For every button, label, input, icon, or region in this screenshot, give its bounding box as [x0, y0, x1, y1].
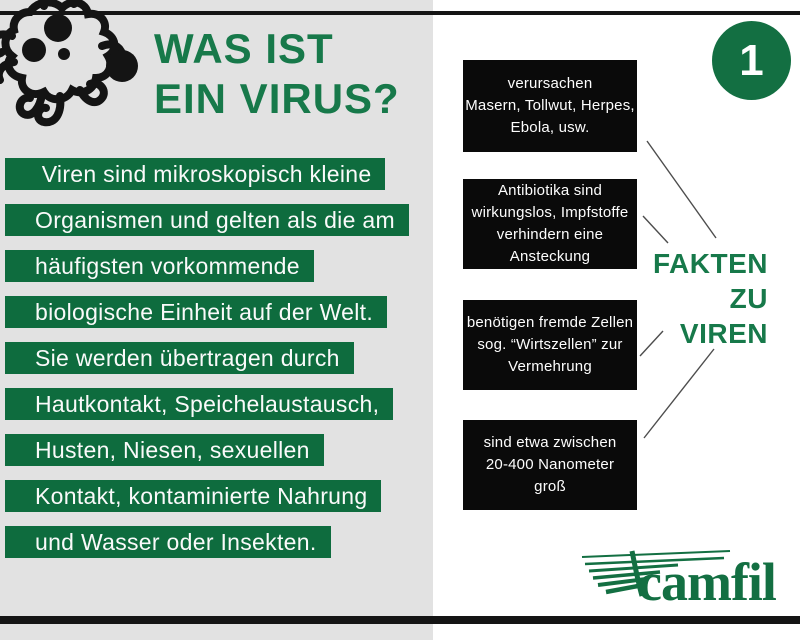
facts-heading-line3: VIREN: [679, 318, 768, 349]
fact-line: benötigen fremde Zellen: [466, 314, 634, 331]
intro-highlight-line: Hautkontakt, Speichelaustausch,: [5, 388, 393, 420]
fact-line: Ansteckung: [509, 248, 591, 265]
fact-line: Vermehrung: [508, 358, 592, 375]
intro-highlight-line: biologische Einheit auf der Welt.: [5, 296, 387, 328]
fact-line: 20-400 Nanometer: [485, 456, 615, 473]
fact-line: verursachen: [507, 75, 593, 92]
page-number-badge: [712, 21, 791, 100]
facts-heading-line2: ZU: [729, 283, 768, 314]
fact-line: groß: [534, 478, 566, 495]
fact-box-size: [463, 420, 637, 510]
intro-highlight-line: Viren sind mikroskopisch kleine: [5, 158, 385, 190]
intro-highlight-line: Husten, Niesen, sexuellen: [5, 434, 324, 466]
page-title: [154, 24, 400, 124]
intro-paragraph: [5, 158, 409, 572]
intro-highlight-line: und Wasser oder Insekten.: [5, 526, 331, 558]
fact-box-antibiotics: [463, 179, 637, 269]
intro-highlight-line: Kontakt, kontaminierte Nahrung: [5, 480, 381, 512]
fact-box-host-cells: [463, 300, 637, 390]
page-title-line1: WAS IST: [154, 25, 334, 72]
fact-line: Antibiotika sind: [497, 182, 603, 199]
intro-highlight-line: Sie werden übertragen durch: [5, 342, 354, 374]
brand-name: camfil: [638, 552, 776, 612]
virus-germ-icon: [0, 0, 146, 144]
facts-heading: [653, 246, 768, 351]
fact-line: verhindern eine: [496, 226, 604, 243]
camfil-logo: [580, 548, 795, 612]
page-title-line2: EIN VIRUS?: [154, 75, 400, 122]
page-number: 1: [739, 35, 764, 85]
fact-line: sog. “Wirtszellen” zur: [477, 336, 623, 353]
bottom-rule: [0, 616, 800, 624]
fact-line: wirkungslos, Impfstoffe: [471, 204, 629, 221]
fact-line: sind etwa zwischen: [483, 434, 617, 451]
fact-box-diseases: [463, 60, 637, 152]
fact-line: Masern, Tollwut, Herpes,: [465, 97, 635, 114]
fact-line: Ebola, usw.: [510, 119, 590, 136]
facts-heading-line1: FAKTEN: [653, 248, 768, 279]
intro-highlight-line: häufigsten vorkommende: [5, 250, 314, 282]
intro-highlight-line: Organismen und gelten als die am: [5, 204, 409, 236]
